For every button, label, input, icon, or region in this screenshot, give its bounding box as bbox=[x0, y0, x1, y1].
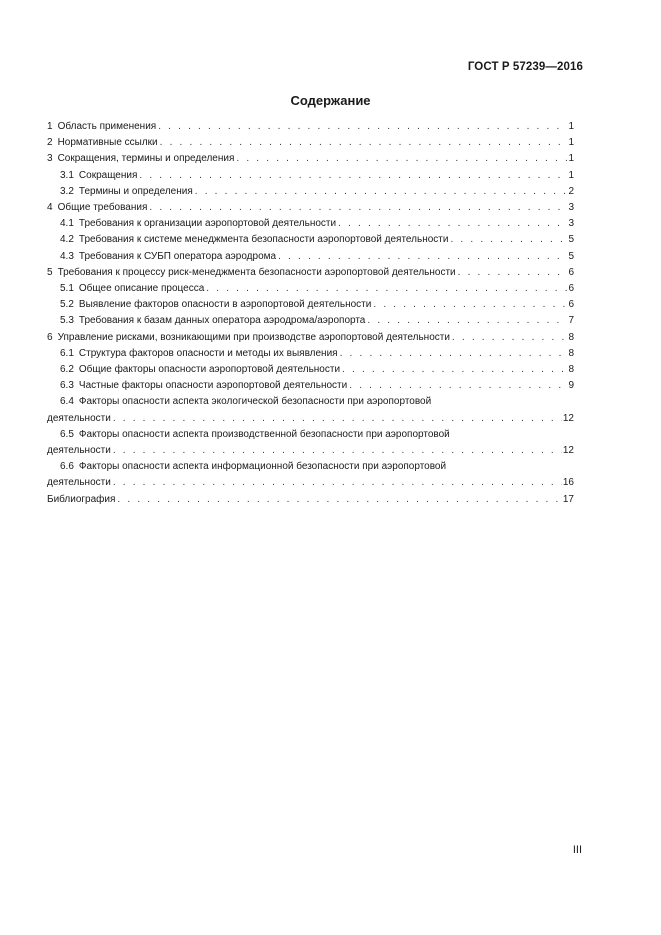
toc-entry-page: 12 bbox=[562, 445, 574, 457]
toc-leader-dots bbox=[195, 184, 568, 200]
toc-entry-number: 6.6 bbox=[60, 461, 74, 473]
toc-entry-page: 6 bbox=[568, 299, 574, 311]
toc-leader-dots bbox=[139, 168, 567, 184]
toc-entry-second-line bbox=[47, 411, 574, 427]
toc-entry-page: 1 bbox=[568, 169, 574, 181]
toc-entry-title: Выявление факторов опасности в аэропортовой деятельности bbox=[78, 299, 372, 311]
toc-entry[interactable] bbox=[47, 184, 574, 200]
toc-leader-dots bbox=[367, 313, 567, 329]
toc-entry-page: 1 bbox=[568, 137, 574, 149]
toc-entry[interactable] bbox=[47, 135, 574, 151]
toc-entry-first-line bbox=[60, 459, 574, 475]
toc-entry-number: 5.3 bbox=[60, 315, 74, 327]
toc-entry-page: 9 bbox=[568, 380, 574, 392]
toc-entry-number: 6 bbox=[47, 331, 53, 343]
toc-entry-page: 3 bbox=[568, 218, 574, 230]
toc-entry[interactable] bbox=[47, 151, 574, 167]
document-code: ГОСТ Р 57239—2016 bbox=[467, 61, 583, 73]
toc-entry[interactable] bbox=[47, 427, 574, 459]
toc-entry-title-continued: деятельности bbox=[47, 477, 111, 489]
toc-entry-number: 1 bbox=[47, 121, 53, 132]
toc-entry-number: 3.1 bbox=[60, 169, 74, 181]
toc-entry-bibliography[interactable] bbox=[47, 492, 574, 508]
toc-entry-title: Факторы опасности аспекта экологической безопасности при аэропортовой bbox=[78, 396, 432, 408]
toc-entry-title: Общее описание процесса bbox=[78, 283, 205, 295]
toc-entry-title: Факторы опасности аспекта информационной безопасности при аэропортовой bbox=[78, 461, 447, 473]
toc-title: Содержание bbox=[290, 93, 371, 108]
toc-entry-title: Частные факторы опасности аэропортовой деятельности bbox=[78, 380, 348, 392]
toc-entry[interactable] bbox=[47, 362, 574, 378]
toc-entry[interactable] bbox=[47, 378, 574, 394]
toc-entry-title: Общие факторы опасности аэропортовой деятельности bbox=[78, 364, 341, 376]
toc-entry-number: 4 bbox=[47, 202, 53, 214]
toc-entry-title: Нормативные ссылки bbox=[57, 137, 158, 149]
toc-entry-title: Требования к системе менеджмента безопасности аэропортовой деятельности bbox=[78, 234, 449, 246]
toc-entry-page: 7 bbox=[568, 315, 574, 327]
toc-entry-page: 8 bbox=[568, 347, 574, 359]
toc-leader-dots bbox=[340, 346, 568, 362]
toc-entry-page: 5 bbox=[568, 234, 574, 246]
toc-entry[interactable] bbox=[47, 216, 574, 232]
toc-entry-page: 16 bbox=[562, 477, 574, 489]
toc-leader-dots bbox=[113, 411, 562, 427]
toc-entry-title-continued: деятельности bbox=[47, 445, 111, 457]
toc-leader-dots bbox=[117, 492, 561, 508]
toc-leader-dots bbox=[349, 378, 567, 394]
toc-entry-page: 8 bbox=[568, 364, 574, 376]
toc-entry-page: 1 bbox=[568, 153, 574, 165]
toc-entry-number: 6.4 bbox=[60, 396, 74, 408]
toc-leader-dots bbox=[278, 249, 567, 265]
toc-entry-page: 3 bbox=[568, 202, 574, 214]
toc-entry-first-line bbox=[60, 394, 574, 410]
toc-entry-number: 5 bbox=[47, 266, 53, 278]
toc-entry-title: Управление рисками, возникающими при производстве аэропортовой деятельности bbox=[57, 331, 450, 343]
toc-entry-first-line bbox=[60, 427, 574, 443]
toc-entry-title: Термины и определения bbox=[78, 185, 193, 197]
toc-leader-dots bbox=[236, 151, 567, 167]
toc-entry[interactable] bbox=[47, 249, 574, 265]
toc-entry[interactable] bbox=[47, 119, 574, 135]
toc-entry-second-line bbox=[47, 475, 574, 491]
toc-entry-second-line bbox=[47, 443, 574, 459]
toc-entry-number: 6.5 bbox=[60, 428, 74, 440]
toc-leader-dots bbox=[342, 362, 567, 378]
toc-entry[interactable] bbox=[47, 459, 574, 491]
toc-entry-number: 6.3 bbox=[60, 380, 74, 392]
toc-entry[interactable] bbox=[47, 265, 574, 281]
toc-entry[interactable] bbox=[47, 232, 574, 248]
toc-entry[interactable] bbox=[47, 281, 574, 297]
toc-entry-title: Сокращения, термины и определения bbox=[57, 153, 235, 165]
toc-leader-dots bbox=[458, 265, 568, 281]
toc-entry-title: Структура факторов опасности и методы их выявления bbox=[78, 347, 338, 359]
toc-leader-dots bbox=[113, 475, 562, 491]
toc-leader-dots bbox=[338, 216, 567, 232]
toc-leader-dots bbox=[113, 443, 562, 459]
toc-entry[interactable] bbox=[47, 330, 574, 346]
toc-entry-title-continued: деятельности bbox=[47, 412, 111, 424]
toc-entry-page: 5 bbox=[568, 250, 574, 262]
toc-entry-title: Требования к процессу риск-менеджмента безопасности аэропортовой деятельности bbox=[57, 266, 456, 278]
toc-entry-page: 6 bbox=[568, 266, 574, 278]
toc-entry-title: Факторы опасности аспекта производственной безопасности при аэропортовой bbox=[78, 428, 450, 440]
toc-entry[interactable] bbox=[47, 168, 574, 184]
toc-leader-dots bbox=[158, 119, 567, 135]
toc-entry[interactable] bbox=[47, 200, 574, 216]
toc-entry-number: 3.2 bbox=[60, 185, 74, 197]
toc-entry-number: 2 bbox=[47, 137, 53, 149]
table-of-contents bbox=[47, 119, 574, 508]
toc-entry-title: Требования к СУБП оператора аэродрома bbox=[78, 250, 277, 262]
toc-entry-page: 8 bbox=[568, 331, 574, 343]
toc-entry-number: 4.1 bbox=[60, 218, 74, 230]
toc-entry-title: Сокращения bbox=[78, 169, 138, 181]
toc-leader-dots bbox=[452, 330, 568, 346]
toc-entry-page: 12 bbox=[562, 412, 574, 424]
toc-leader-dots bbox=[450, 232, 567, 248]
toc-entry-number: 6.1 bbox=[60, 347, 74, 359]
toc-entry-number: 4.2 bbox=[60, 234, 74, 246]
toc-leader-dots bbox=[373, 297, 567, 313]
toc-entry-number: 5.1 bbox=[60, 283, 74, 295]
toc-entry-title: Требования к организации аэропортовой деятельности bbox=[78, 218, 337, 230]
toc-leader-dots bbox=[149, 200, 567, 216]
toc-entry-page: 1 bbox=[568, 121, 574, 132]
toc-leader-dots bbox=[160, 135, 568, 151]
toc-entry-page: 17 bbox=[562, 493, 574, 505]
toc-entry-number: 3 bbox=[47, 153, 53, 165]
page-number: III bbox=[572, 844, 582, 856]
toc-entry[interactable] bbox=[47, 394, 574, 426]
toc-entry-title: Требования к базам данных оператора аэродрома/аэропорта bbox=[78, 315, 366, 327]
toc-leader-dots bbox=[206, 281, 567, 297]
toc-entry-number: 6.2 bbox=[60, 364, 74, 376]
toc-entry-page: 6 bbox=[568, 283, 574, 295]
toc-entry[interactable] bbox=[47, 297, 574, 313]
toc-entry-number: 5.2 bbox=[60, 299, 74, 311]
toc-entry[interactable] bbox=[47, 313, 574, 329]
toc-entry-title: Общие требования bbox=[57, 202, 148, 214]
toc-entry-page: 2 bbox=[568, 185, 574, 197]
toc-entry[interactable] bbox=[47, 346, 574, 362]
toc-entry-title: Область применения bbox=[57, 121, 157, 132]
toc-entry-title: Библиография bbox=[47, 493, 116, 505]
toc-entry-number: 4.3 bbox=[60, 250, 74, 262]
